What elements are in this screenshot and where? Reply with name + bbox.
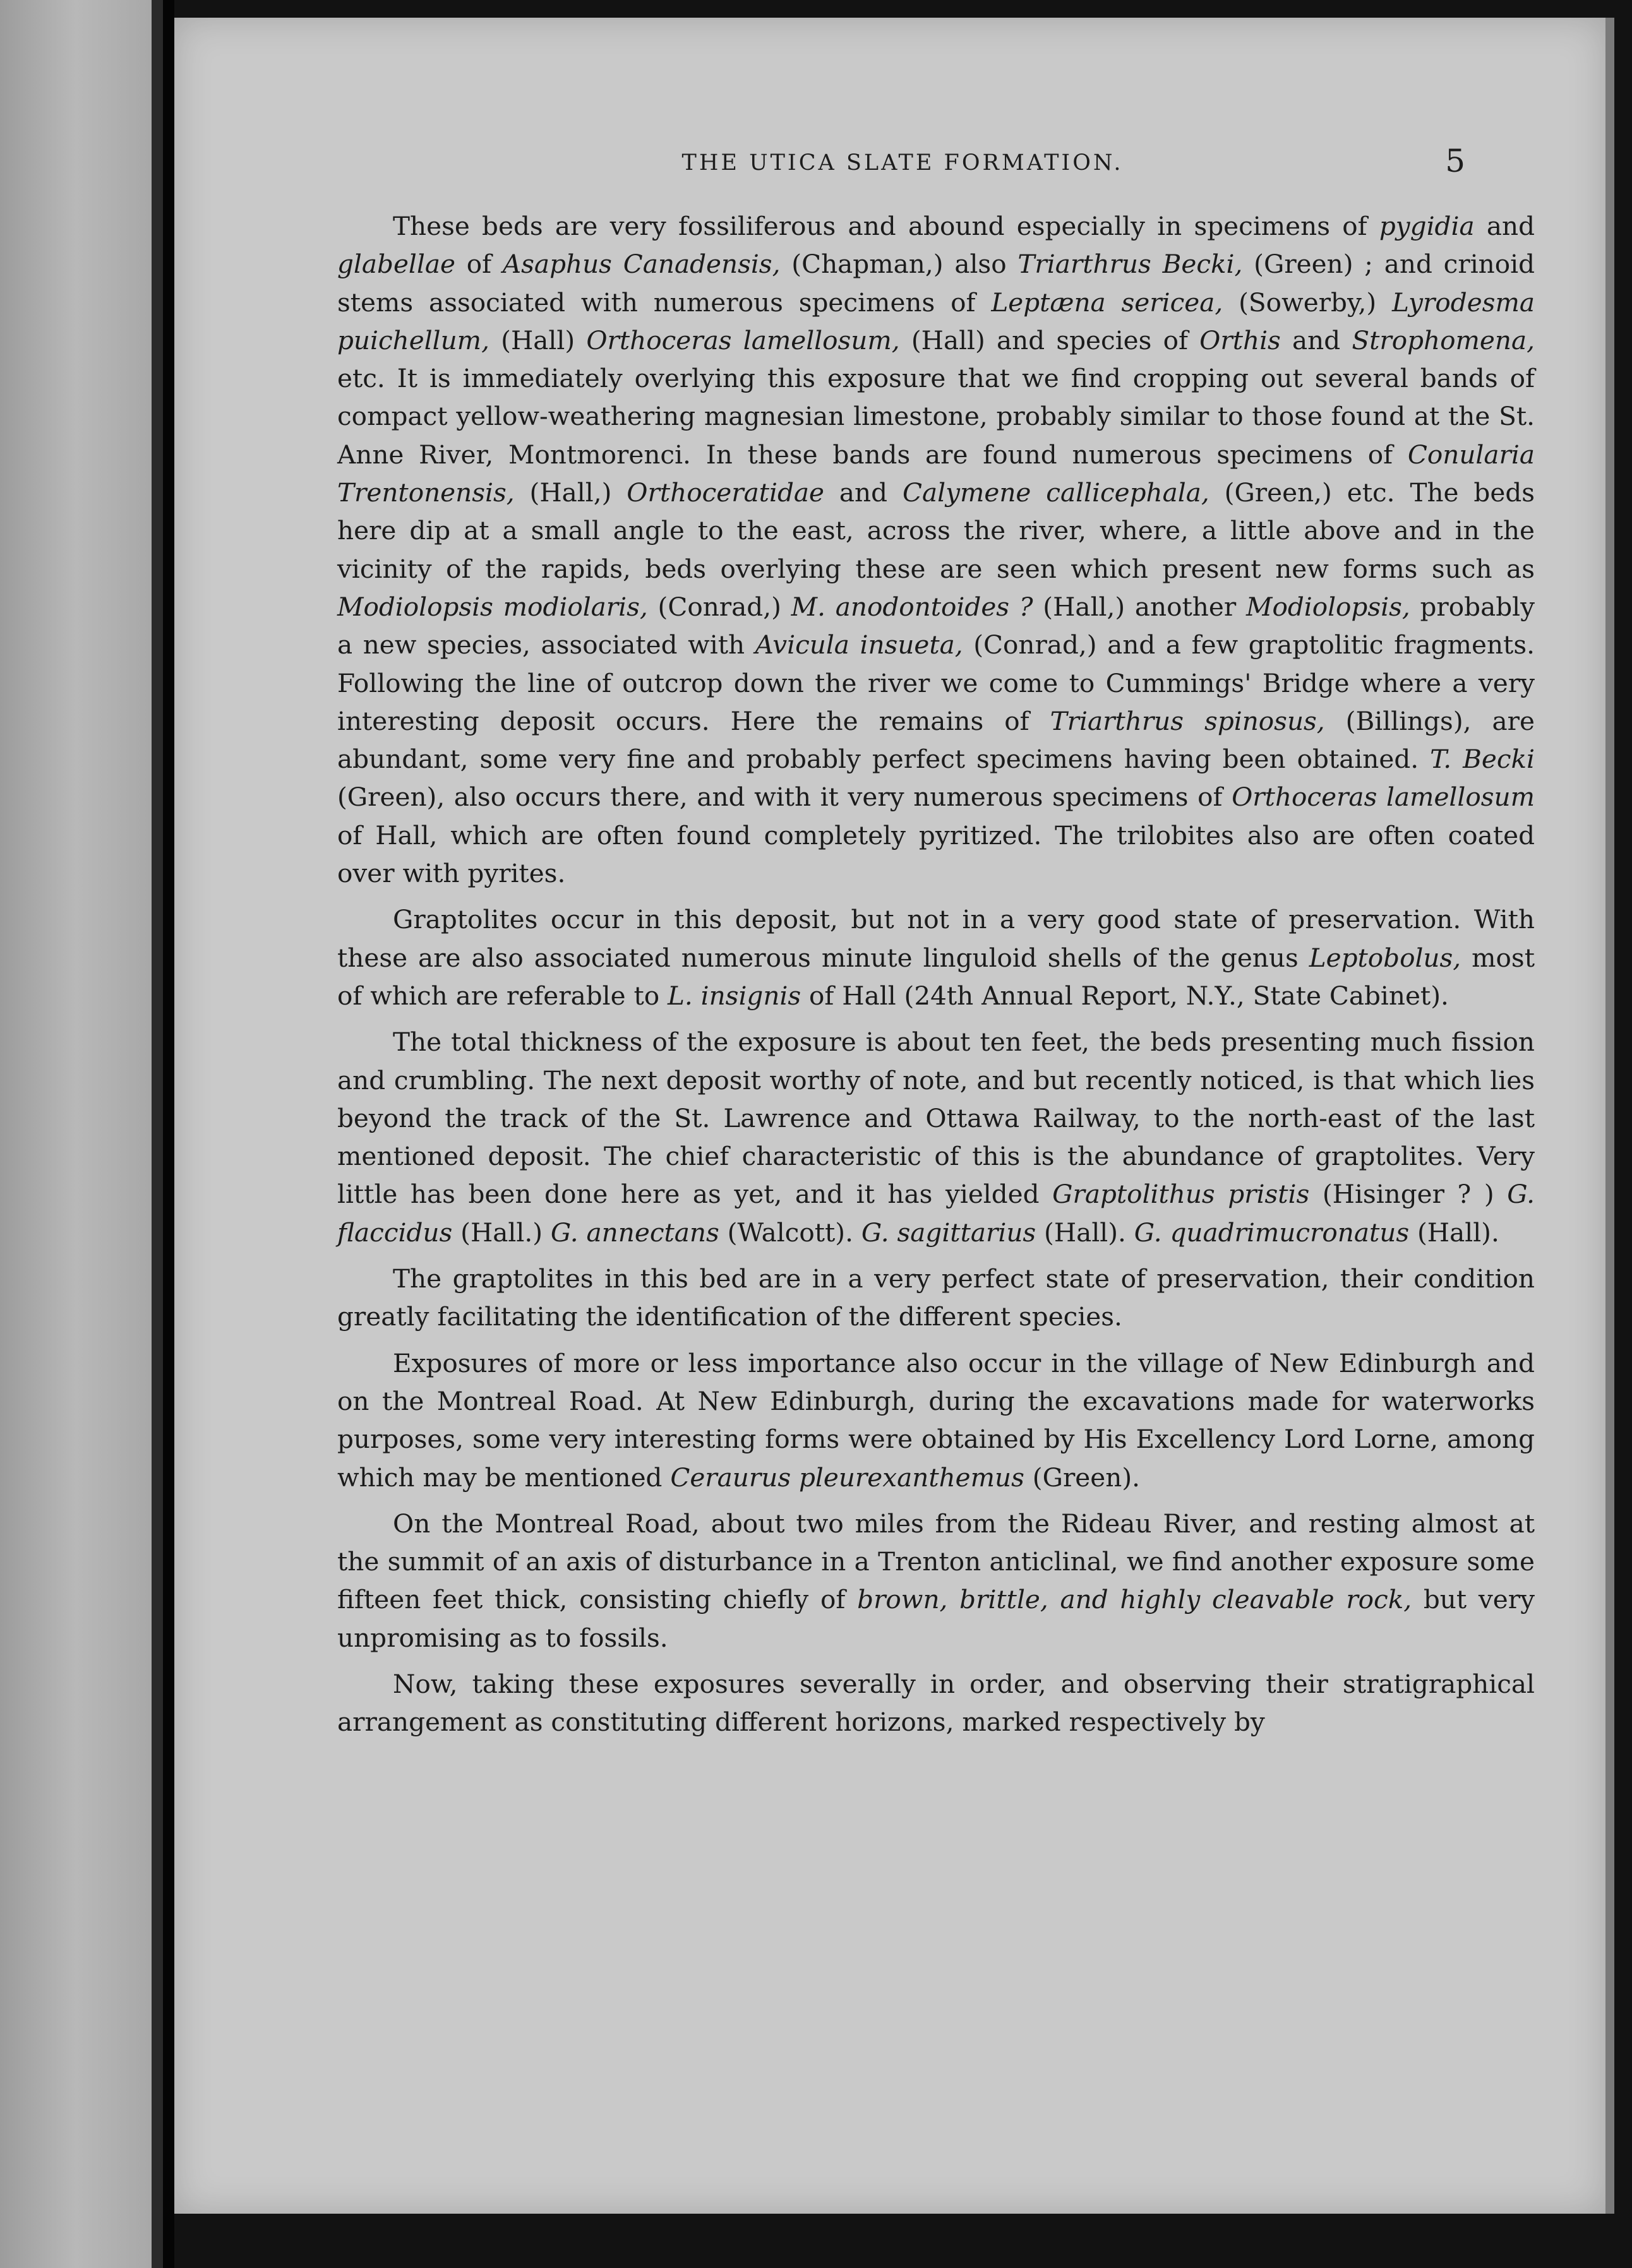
italic-text-run: Triarthrus spinosus, [1050,705,1325,736]
italic-text-run: brown, brittle, and highly cleavable rock, [857,1584,1412,1615]
italic-text-run: Modiolopsis modiolaris, [337,591,648,622]
italic-text-run: Orthoceratidae [627,477,825,508]
text-run: Graptolites occur in this deposit, but not in a very good state of preservation. With these are also associated numerous minute linguloid shells of the genus [337,904,1535,973]
italic-text-run: G. annectans [550,1217,719,1248]
text-run: etc. It is immediately overlying this exposure that we find cropping out several bands of compact yellow-weathering magnesian limestone, probably similar to those found at the St. Anne River, Montmorenci. In these bands are found numerous specimens of [337,363,1535,470]
text-run: probably a new species, associated with [337,591,1535,660]
text-run: On the Montreal Road, about two miles from the Rideau River, and resting almost at the summit of an axis of disturbance in a Trenton anticlinal, we find another exposure some fifteen feet thick, consisting chiefly of [337,1508,1535,1615]
book-gutter [163,0,174,2268]
page-right-edge [1605,18,1614,2214]
italic-text-run: Orthoceras lamellosum [1232,782,1535,813]
text-run: These beds are very fossiliferous and abound especially in specimens of [393,211,1379,241]
paragraph [337,1665,1535,1741]
italic-text-run: Conularia Trentonensis, [337,439,1535,508]
italic-text-run: Avicula insueta, [755,630,963,660]
paragraph [337,1505,1535,1657]
italic-text-run: Asaphus Canadensis, [502,249,781,280]
italic-text-run: Strophomena, [1352,325,1535,355]
text-run: The graptolites in this bed are in a very perfect state of preservation, their condition greatly facilitating the identification of the different species. [337,1263,1535,1332]
italic-text-run: Ceraurus pleurexanthemus [670,1462,1024,1493]
text-run: (Green). [1024,1462,1141,1493]
italic-text-run: Lyrodesma puichellum, [337,287,1535,355]
italic-text-run: Leptobolus, [1309,942,1461,973]
text-run: The total thickness of the exposure is about ten feet, the beds presenting much fission and crumbling. The next deposit worthy of note, and but recently noticed, is that which lies beyond the track of the St. Lawrence and Ottawa Railway, to the north-east of the last mentioned deposit. The chief characteristic of this is the abundance of graptolites. Very little has been done here as yet, and it has yielded [337,1027,1535,1210]
page-header [345,143,1465,182]
text-run: (Hall,) another [1033,591,1246,622]
text-run: and [824,477,903,508]
italic-text-run: Calymene callicephala, [902,477,1209,508]
text-run: (Chapman,) also [780,249,1018,280]
paragraph [337,900,1535,1015]
page-number: 5 [1445,143,1465,179]
italic-text-run: Leptæna sericea, [991,287,1223,318]
italic-text-run: G. flaccidus [337,1179,1535,1248]
text-run: (Hall,) [514,477,627,508]
italic-text-run: L. insignis [667,980,801,1011]
text-run: (Green,) etc. The beds here dip at a small angle to the east, across the river, where, a little above and in the vicinity of the rapids, beds overlying these are seen which present new forms such as [337,477,1535,584]
text-run: (Hall.) [452,1217,551,1248]
italic-text-run: T. Becki [1430,744,1535,775]
text-run: (Conrad,) and a few graptolitic fragments. Following the line of outcrop down the river we come to Cummings' Bridge where a very interesting deposit occurs. Here the remains of [337,630,1535,736]
text-run: (Hisinger ? ) [1309,1179,1508,1210]
text-run: (Sowerby,) [1223,287,1392,318]
text-run: (Walcott). [719,1217,861,1248]
paragraph [337,1260,1535,1336]
text-run: most of which are referable to [337,942,1535,1011]
text-run: (Green), also occurs there, and with it very numerous specimens of [337,782,1232,813]
text-run: and [1280,325,1352,355]
italic-text-run: Orthis [1199,325,1281,355]
italic-text-run: glabellae [337,249,455,280]
italic-text-run: Modiolopsis, [1245,591,1410,622]
italic-text-run: Triarthrus Becki, [1017,249,1243,280]
text-run: of Hall (24th Annual Report, N.Y., State Cabinet). [801,980,1449,1011]
paragraph [337,1344,1535,1496]
italic-text-run: G. sagittarius [861,1217,1036,1248]
text-run: but very unpromising as to fossils. [337,1584,1535,1653]
text-run: (Conrad,) [647,591,791,622]
italic-text-run: Orthoceras lamellosum, [586,325,900,355]
text-run: and [1474,211,1535,241]
text-run: of Hall, which are often found completely pyritized. The trilobites also are often coated over with pyrites. [337,820,1535,889]
text-run: (Green) ; and crinoid stems associated with numerous specimens of [337,249,1535,318]
paragraph [337,1023,1535,1251]
running-title: THE UTICA SLATE FORMATION. [681,150,1124,176]
text-run: (Hall) and species of [899,325,1200,355]
text-run: (Hall) [489,325,587,355]
paragraph [337,207,1535,892]
text-run: Exposures of more or less importance also occur in the village of New Edinburgh and on the Montreal Road. At New Edinburgh, during the excavations made for waterworks purposes, some very interesting forms were obtained by His Excellency Lord Lorne, among which may be mentioned [337,1347,1535,1493]
facing-page-border [152,0,163,2268]
text-run: (Hall). [1036,1217,1134,1248]
text-run: (Hall). [1409,1217,1499,1248]
book-page [174,18,1605,2214]
text-run: of [455,249,503,280]
italic-text-run: G. quadrimucronatus [1134,1217,1410,1248]
text-run: Now, taking these exposures severally in order, and observing their stratigraphical arrangement as constituting different horizons, marked respectively by [337,1668,1535,1738]
italic-text-run: pygidia [1379,211,1475,241]
italic-text-run: M. anodontoides ? [791,591,1033,622]
italic-text-run: Graptolithus pristis [1052,1179,1310,1210]
text-run: (Billings), are abundant, some very fine and probably perfect specimens having been obtained. [337,705,1535,775]
body-text [337,207,1535,1750]
facing-page-edge [0,0,152,2268]
